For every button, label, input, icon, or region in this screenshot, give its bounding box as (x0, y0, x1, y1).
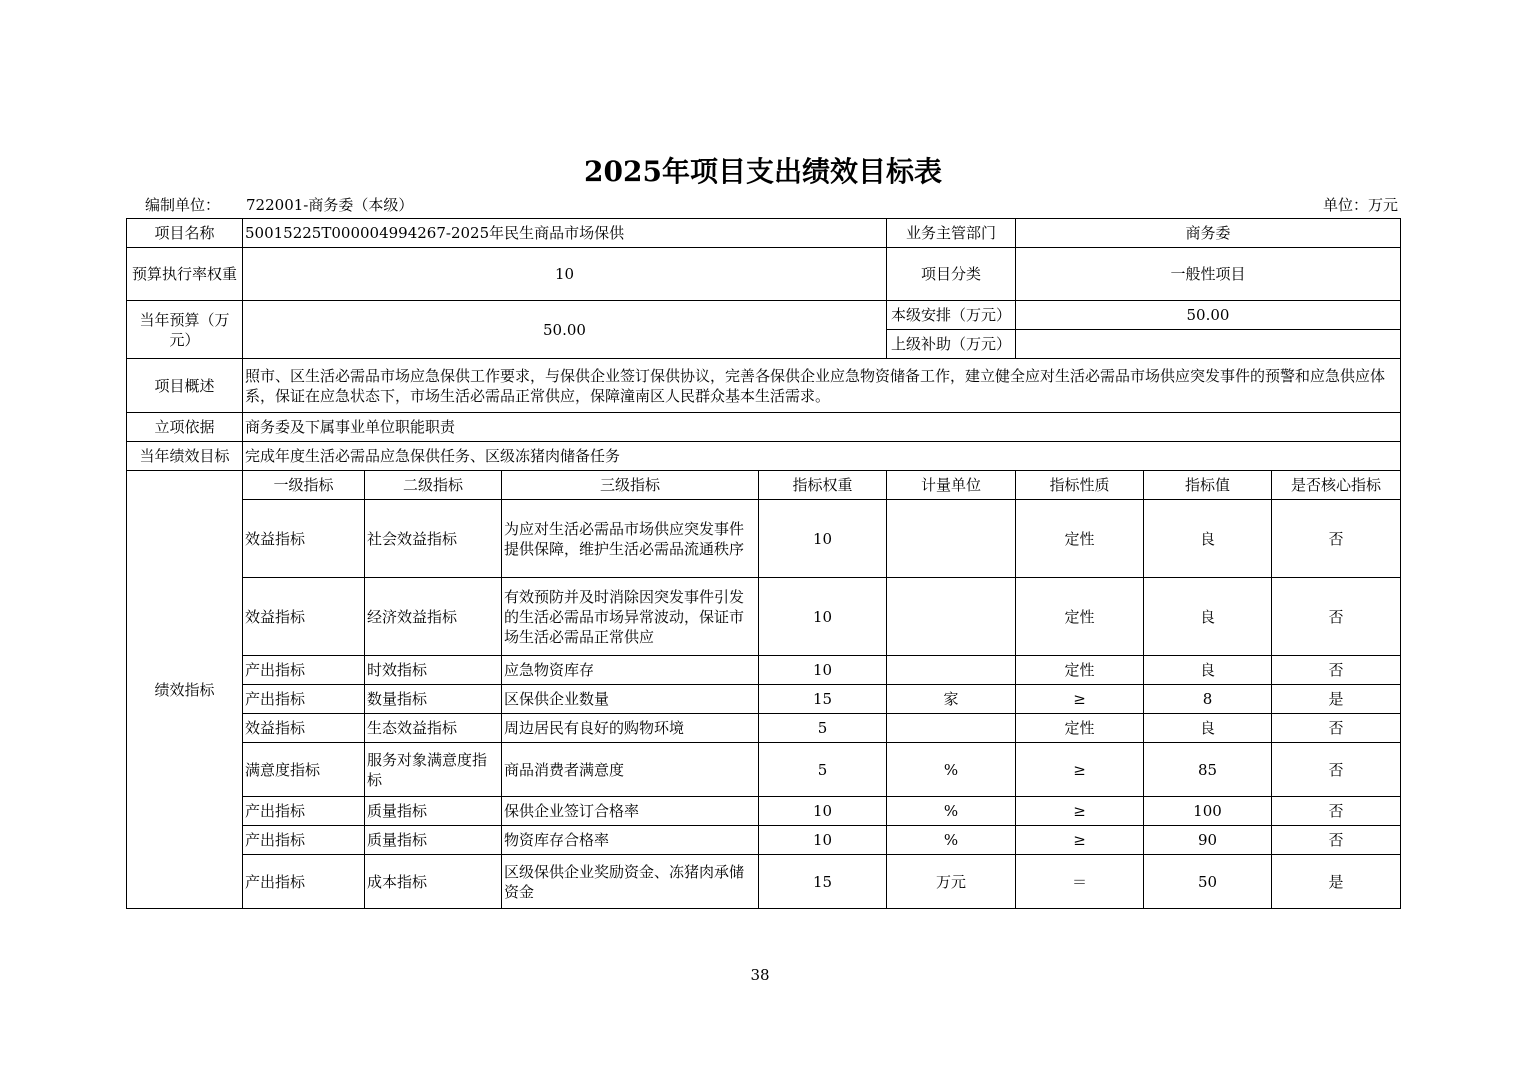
cell-nature: ≥ (1016, 797, 1144, 826)
cell-nature: ＝ (1016, 855, 1144, 909)
dept-value: 商务委 (1016, 219, 1401, 248)
cell-weight: 10 (759, 797, 887, 826)
cell-unit: 万元 (887, 855, 1016, 909)
dept-label: 业务主管部门 (887, 219, 1016, 248)
cell-core: 否 (1272, 743, 1401, 797)
cell-weight: 15 (759, 855, 887, 909)
cell-core: 否 (1272, 826, 1401, 855)
weight-label: 预算执行率权重 (127, 248, 243, 301)
cell-l2: 社会效益指标 (365, 500, 502, 578)
header-weight: 指标权重 (759, 471, 887, 500)
cell-unit (887, 500, 1016, 578)
cell-unit (887, 578, 1016, 656)
cell-core: 是 (1272, 685, 1401, 714)
indicator-header-row (127, 471, 1401, 500)
cell-l1: 效益指标 (243, 500, 365, 578)
cell-core: 否 (1272, 797, 1401, 826)
overview-text: 照市、区生活必需品市场应急保供工作要求，与保供企业签订保供协议，完善各保供企业应急物资储备工作，建立健全应对生活必需品市场供应突发事件的预警和应急供应体系，保证在应急状态下，市场生活必需品正常供应，保障潼南区人民群众基本生活需求。 (243, 359, 1401, 413)
cell-weight: 10 (759, 656, 887, 685)
header-l3: 三级指标 (502, 471, 759, 500)
table-row (127, 855, 1401, 909)
goal-text: 完成年度生活必需品应急保供任务、区级冻猪肉储备任务 (243, 442, 1401, 471)
row-project-name (127, 219, 1401, 248)
table-row (127, 656, 1401, 685)
page-title: 2025年项目支出绩效目标表 (584, 155, 942, 188)
cell-l1: 产出指标 (243, 685, 365, 714)
cell-unit: % (887, 743, 1016, 797)
cell-l1: 产出指标 (243, 656, 365, 685)
cell-value: 良 (1144, 500, 1272, 578)
budget-label: 当年预算（万元） (127, 301, 243, 359)
cell-value: 100 (1144, 797, 1272, 826)
upper-value (1016, 330, 1401, 359)
cell-l2: 质量指标 (365, 797, 502, 826)
table-row (127, 685, 1401, 714)
cell-l3: 周边居民有良好的购物环境 (502, 714, 759, 743)
cell-l1: 产出指标 (243, 826, 365, 855)
goal-label: 当年绩效目标 (127, 442, 243, 471)
category-value: 一般性项目 (1016, 248, 1401, 301)
cell-weight: 10 (759, 500, 887, 578)
cell-nature: ≥ (1016, 826, 1144, 855)
cell-weight: 15 (759, 685, 887, 714)
cell-l1: 产出指标 (243, 855, 365, 909)
cell-unit: % (887, 826, 1016, 855)
cell-l3: 区保供企业数量 (502, 685, 759, 714)
header-l2: 二级指标 (365, 471, 502, 500)
cell-value: 良 (1144, 714, 1272, 743)
cell-core: 否 (1272, 656, 1401, 685)
cell-nature: ≥ (1016, 685, 1144, 714)
table-row (127, 578, 1401, 656)
compile-unit (145, 194, 413, 215)
cell-l2: 经济效益指标 (365, 578, 502, 656)
cell-unit (887, 656, 1016, 685)
local-label: 本级安排（万元） (887, 301, 1016, 330)
category-label: 项目分类 (887, 248, 1016, 301)
cell-nature: 定性 (1016, 656, 1144, 685)
basis-label: 立项依据 (127, 413, 243, 442)
project-name: 50015225T000004994267-2025年民生商品市场保供 (243, 219, 887, 248)
cell-l2: 质量指标 (365, 826, 502, 855)
cell-l3: 物资库存合格率 (502, 826, 759, 855)
table-row (127, 714, 1401, 743)
header-core: 是否核心指标 (1272, 471, 1401, 500)
cell-weight: 5 (759, 714, 887, 743)
cell-l3: 保供企业签订合格率 (502, 797, 759, 826)
cell-l1: 效益指标 (243, 578, 365, 656)
table-row (127, 797, 1401, 826)
cell-l2: 时效指标 (365, 656, 502, 685)
cell-weight: 10 (759, 578, 887, 656)
header-nature: 指标性质 (1016, 471, 1144, 500)
header-value: 指标值 (1144, 471, 1272, 500)
cell-value: 50 (1144, 855, 1272, 909)
cell-l1: 产出指标 (243, 797, 365, 826)
budget-value: 50.00 (243, 301, 887, 359)
cell-value: 90 (1144, 826, 1272, 855)
compile-unit-value: 722001-商务委（本级） (246, 196, 414, 214)
indicator-section-label: 绩效指标 (127, 471, 243, 909)
table-row (127, 826, 1401, 855)
cell-l2: 生态效益指标 (365, 714, 502, 743)
cell-value: 8 (1144, 685, 1272, 714)
page-number: 38 (750, 966, 770, 984)
table-row (127, 500, 1401, 578)
cell-nature: 定性 (1016, 714, 1144, 743)
cell-weight: 10 (759, 826, 887, 855)
cell-core: 否 (1272, 578, 1401, 656)
table-row (127, 743, 1401, 797)
cell-value: 85 (1144, 743, 1272, 797)
local-value: 50.00 (1016, 301, 1401, 330)
cell-unit (887, 714, 1016, 743)
cell-l2: 成本指标 (365, 855, 502, 909)
cell-l3: 商品消费者满意度 (502, 743, 759, 797)
upper-label: 上级补助（万元） (887, 330, 1016, 359)
basis-text: 商务委及下属事业单位职能职责 (243, 413, 1401, 442)
row-budget-local (127, 301, 1401, 330)
compile-unit-label: 编制单位： (145, 196, 221, 214)
overview-label: 项目概述 (127, 359, 243, 413)
cell-l3: 区级保供企业奖励资金、冻猪肉承储资金 (502, 855, 759, 909)
header-unit: 计量单位 (887, 471, 1016, 500)
header-l1: 一级指标 (243, 471, 365, 500)
cell-nature: 定性 (1016, 500, 1144, 578)
currency-unit: 单位：万元 (1322, 196, 1398, 214)
cell-nature: ≥ (1016, 743, 1144, 797)
cell-unit: 家 (887, 685, 1016, 714)
cell-l2: 数量指标 (365, 685, 502, 714)
weight-value: 10 (243, 248, 887, 301)
cell-l3: 为应对生活必需品市场供应突发事件提供保障，维护生活必需品流通秩序 (502, 500, 759, 578)
row-basis (127, 413, 1401, 442)
cell-core: 是 (1272, 855, 1401, 909)
cell-l3: 应急物资库存 (502, 656, 759, 685)
cell-l1: 效益指标 (243, 714, 365, 743)
row-weight (127, 248, 1401, 301)
cell-l2: 服务对象满意度指标 (365, 743, 502, 797)
cell-core: 否 (1272, 500, 1401, 578)
cell-unit: % (887, 797, 1016, 826)
cell-value: 良 (1144, 578, 1272, 656)
performance-target-table (126, 218, 1401, 909)
cell-l3: 有效预防并及时消除因突发事件引发的生活必需品市场异常波动，保证市场生活必需品正常供应 (502, 578, 759, 656)
cell-nature: 定性 (1016, 578, 1144, 656)
project-name-label: 项目名称 (127, 219, 243, 248)
cell-l1: 满意度指标 (243, 743, 365, 797)
cell-core: 否 (1272, 714, 1401, 743)
row-goal (127, 442, 1401, 471)
cell-weight: 5 (759, 743, 887, 797)
cell-value: 良 (1144, 656, 1272, 685)
row-overview (127, 359, 1401, 413)
